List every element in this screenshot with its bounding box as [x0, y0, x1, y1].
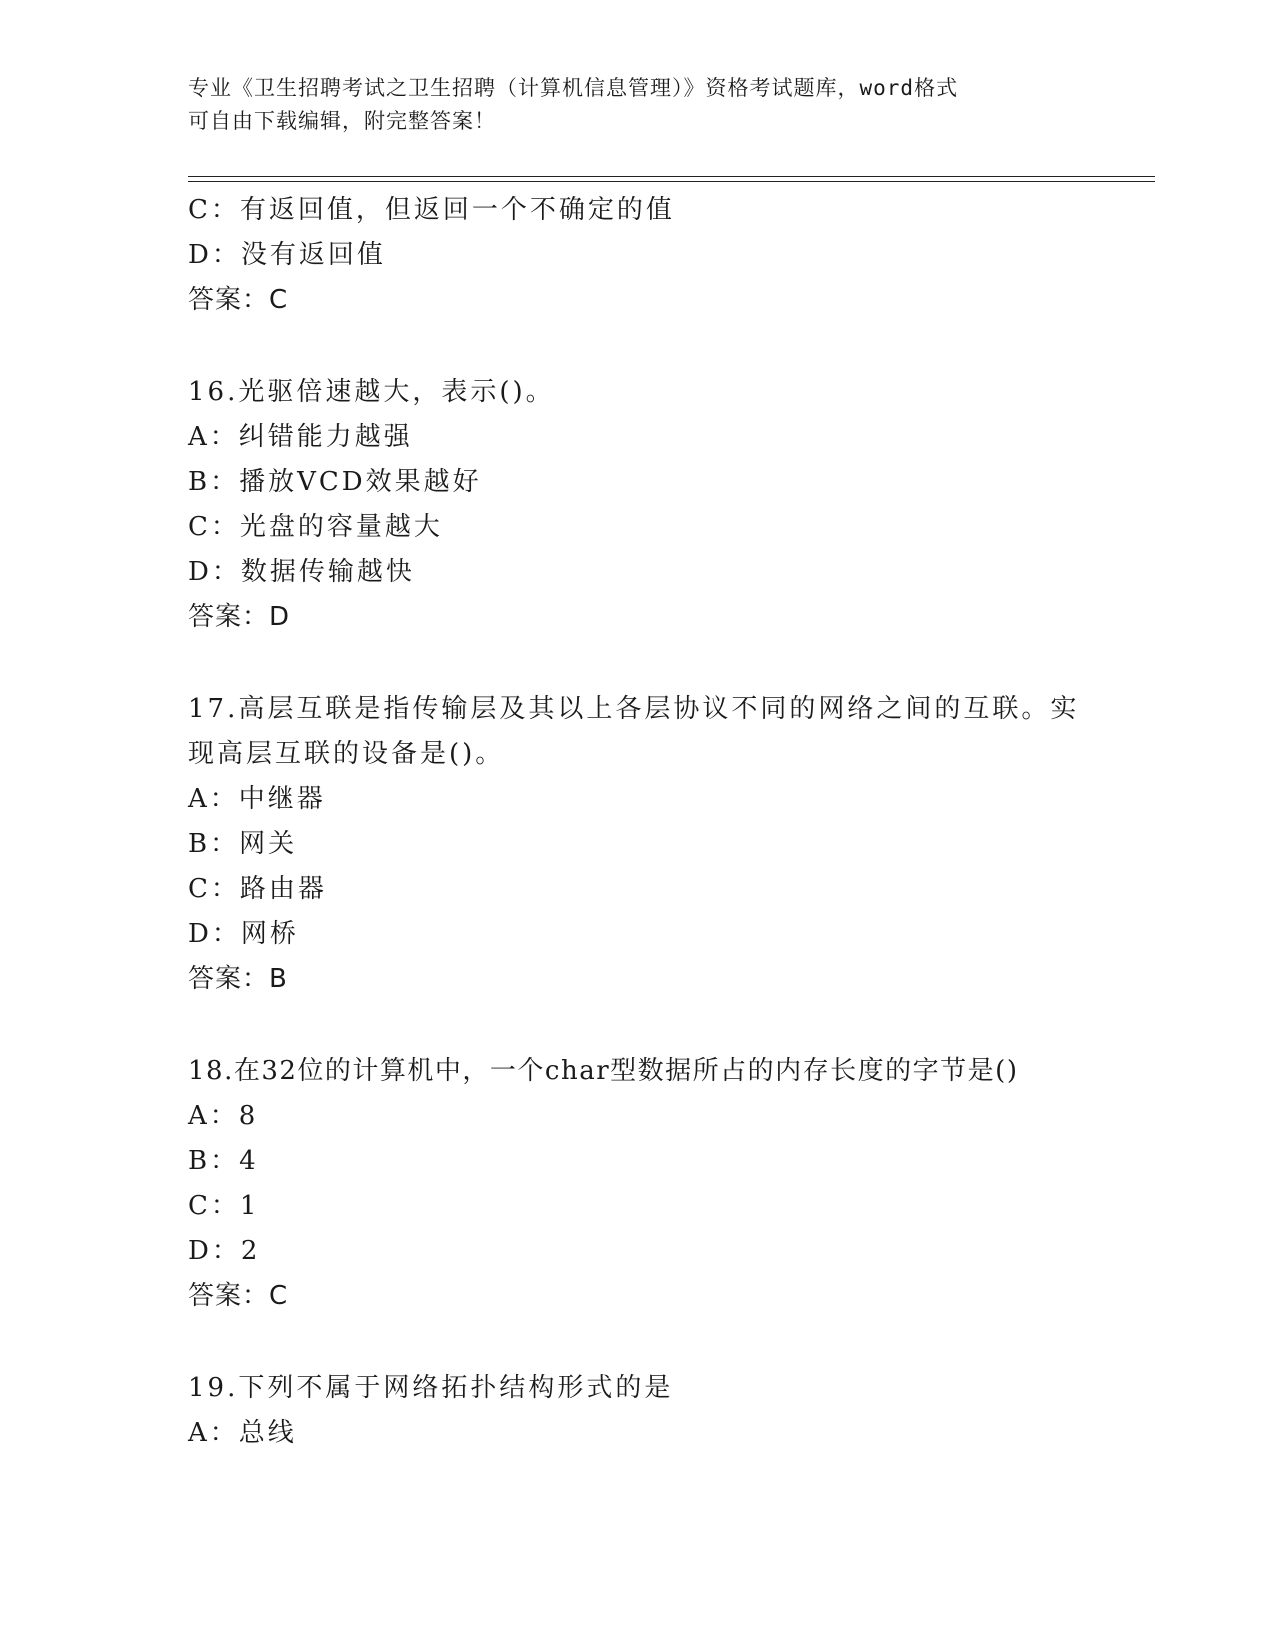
header-line-2: 可自由下载编辑，附完整答案！ [188, 109, 496, 133]
option-c: C：光盘的容量越大 [188, 512, 443, 542]
option-d: D：没有返回值 [188, 240, 386, 270]
question-block-17 [188, 687, 1108, 1002]
header-divider-top [188, 176, 1155, 177]
answer-text: 答案：C [188, 285, 289, 315]
spacer [188, 323, 1108, 370]
question-text-line-2: 现高层互联的设备是()。 [188, 739, 505, 769]
answer-text: 答案：D [188, 602, 291, 632]
option-b: B：网关 [188, 829, 298, 859]
question-list [188, 188, 1108, 1456]
option-c: C：1 [188, 1191, 260, 1221]
option-a: A：总线 [188, 1418, 297, 1448]
question-block-16 [188, 370, 1108, 640]
option-d: D：2 [188, 1236, 261, 1266]
answer-text: 答案：C [188, 1281, 289, 1311]
question-block-19 [188, 1366, 1108, 1456]
question-text: 16.光驱倍速越大，表示()。 [188, 377, 555, 407]
option-b: B：4 [188, 1146, 259, 1176]
option-a: A：8 [188, 1101, 259, 1131]
option-c: C：有返回值，但返回一个不确定的值 [188, 195, 675, 225]
option-a: A：中继器 [188, 784, 326, 814]
question-block-15 [188, 188, 1108, 323]
document-header [188, 72, 1088, 138]
spacer [188, 1002, 1108, 1049]
option-c: C：路由器 [188, 874, 327, 904]
spacer [188, 640, 1108, 687]
option-d: D：数据传输越快 [188, 557, 415, 587]
question-text: 18.在32位的计算机中，一个char型数据所占的内存长度的字节是() [188, 1056, 1019, 1086]
question-text: 19.下列不属于网络拓扑结构形式的是 [188, 1373, 674, 1403]
question-text-line-1: 17.高层互联是指传输层及其以上各层协议不同的网络之间的互联。实 [188, 694, 1080, 724]
option-d: D：网桥 [188, 919, 299, 949]
header-line-1: 专业《卫生招聘考试之卫生招聘（计算机信息管理）》资格考试题库，word格式 [188, 76, 959, 100]
header-divider-bottom [188, 181, 1155, 182]
answer-text: 答案：B [188, 964, 288, 994]
question-block-18 [188, 1049, 1108, 1319]
option-a: A：纠错能力越强 [188, 422, 413, 452]
spacer [188, 1319, 1108, 1366]
option-b: B：播放VCD效果越好 [188, 467, 482, 497]
